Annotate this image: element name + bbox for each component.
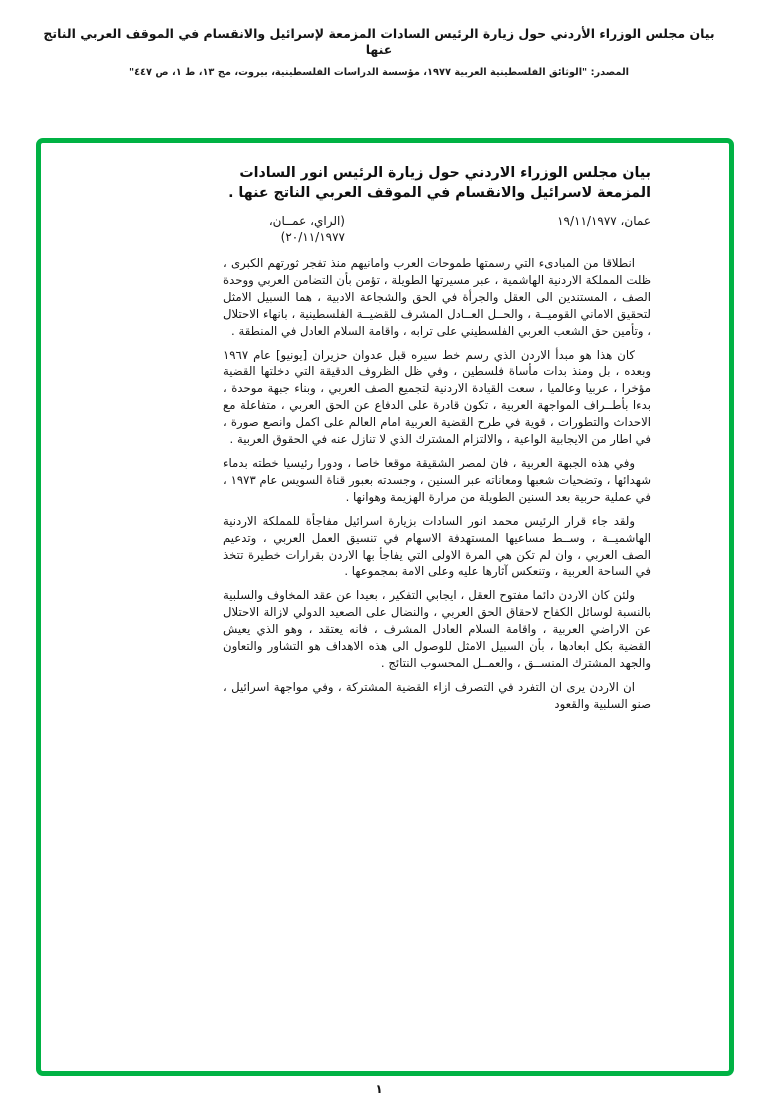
document-frame bbox=[36, 138, 734, 1076]
paragraph: ولئن كان الاردن دائما مفتوح العقل ، ايجابي التفكير ، بعيدا عن عقد المخاوف والسلبية بالنسبة لوسائل الكفاح لاحقاق الحق العربي ، والنضال على الصعيد الدولي لازالة الاحتلال عن الاراضي العربية ، واقامة السلام العادل المشرف ، فانه يعتقد ، وهو الذي يعيش القضية بكل ابعادها ، بأن السبيل الامثل للوصول الى هذه الاهداف هو التشاور والتعاون والجهد المشترك المنســق ، والعمــل المحسوب النتائج . bbox=[223, 588, 651, 670]
paragraph: انطلاقا من المبادىء التي رسمتها طموحات العرب وامانيهم منذ تفجر ثورتهم الكبرى ، ظلت المملكة الاردنية الهاشمية ، عبر مسيرتها الطويلة ، تؤمن بأن التضامن العربي ووحدة الصف ، المستندين الى العقل والجرأة في الحق والشجاعة الادبية ، هما السبيل الامثل لتحقيق الاماني القوميــة ، والحــل العــادل المشرف للقضيــة الفلسطينية ، بانهاء الاحتلال ، وتأمين حق الشعب العربي الفلسطيني على ترابه ، واقامة السلام العادل في المنطقة . bbox=[223, 256, 651, 338]
page-header-title: بيان مجلس الوزراء الأردني حول زيارة الرئيس السادات المزمعة لإسرائيل والانقسام في الموقف العربي الناتج عنها bbox=[43, 26, 715, 57]
paragraph: ولقد جاء قرار الرئيس محمد انور السادات بزيارة اسرائيل مفاجأة للمملكة الاردنية الهاشميــة ، وســط مساعيها المستهدفة الاسهام في تنسيق العمل العربي ، وتدعيم الصف العربي ، وان لم تكن هي المرة الاولى التي يفاجأ بها الاردن بقرارات خطيرة تتخذ في الساحة العربية ، وتنعكس آثارها عليه وعلى الامة بمجموعها . bbox=[223, 513, 651, 579]
document-body bbox=[223, 163, 651, 720]
page-number: ١ bbox=[375, 1082, 383, 1096]
place-date: عمان، ١٩/١١/١٩٧٧ bbox=[557, 214, 651, 228]
paragraphs bbox=[223, 255, 651, 713]
paragraph: وفي هذه الجبهة العربية ، فان لمصر الشقيقة موقعا خاصا ، ودورا رئيسيا خطته بدماء شهدائها ، وتضحيات شعبها ومعاناته عبر السنين ، وجسدته بعبور قناة السويس عام ١٩٧٣ ، في عملية حربية بعد السنين الطويلة من مرارة الهزيمة وهوانها . bbox=[223, 455, 651, 504]
source-citation: المصدر: "الوثائق الفلسطينية العربية ١٩٧٧، مؤسسة الدراسات الفلسطينية، بيروت، مج ١٣، ط ١، ص ٤٤٧" bbox=[128, 67, 630, 78]
page bbox=[0, 26, 758, 1104]
dateline bbox=[223, 213, 651, 245]
newspaper-ref: (الراي، عمــان، ٢٠/١١/١٩٧٧) bbox=[268, 214, 345, 244]
paragraph: ان الاردن يرى ان التفرد في التصرف ازاء القضية المشتركة ، وفي مواجهة اسرائيل ، صنو السلبية والقعود bbox=[223, 679, 651, 711]
document-title: بيان مجلس الوزراء الاردني حول زيارة الرئيس انور السادات المزمعة لاسرائيل والانقسام في الموقف العربي الناتج عنها . bbox=[228, 165, 651, 201]
paragraph: كان هذا هو مبدأ الاردن الذي رسم خط سيره قبل عدوان حزيران [يونيو] عام ١٩٦٧ وبعده ، بل ومنذ بدات مأساة فلسطين ، وفي ظل الظروف الدقيقة التي دخلتها القضية مؤخرا ، عربيا وعالميا ، سعت القيادة الاردنية لتجميع الصف العربي ، وبناء جبهة موحدة ، بدءا بأطــراف المواجهة العربية ، تكون قادرة على الدفاع عن الحق العربي ، متفاعلة مع الاحداث والتطورات ، قوية في طرح القضية العربية امام العالم على اكمل وانصع صورة ، في اطار من الايجابية الواعية ، والالتزام المشترك الذي لا تنازل عنه في الحقوق العربية . bbox=[223, 347, 651, 447]
